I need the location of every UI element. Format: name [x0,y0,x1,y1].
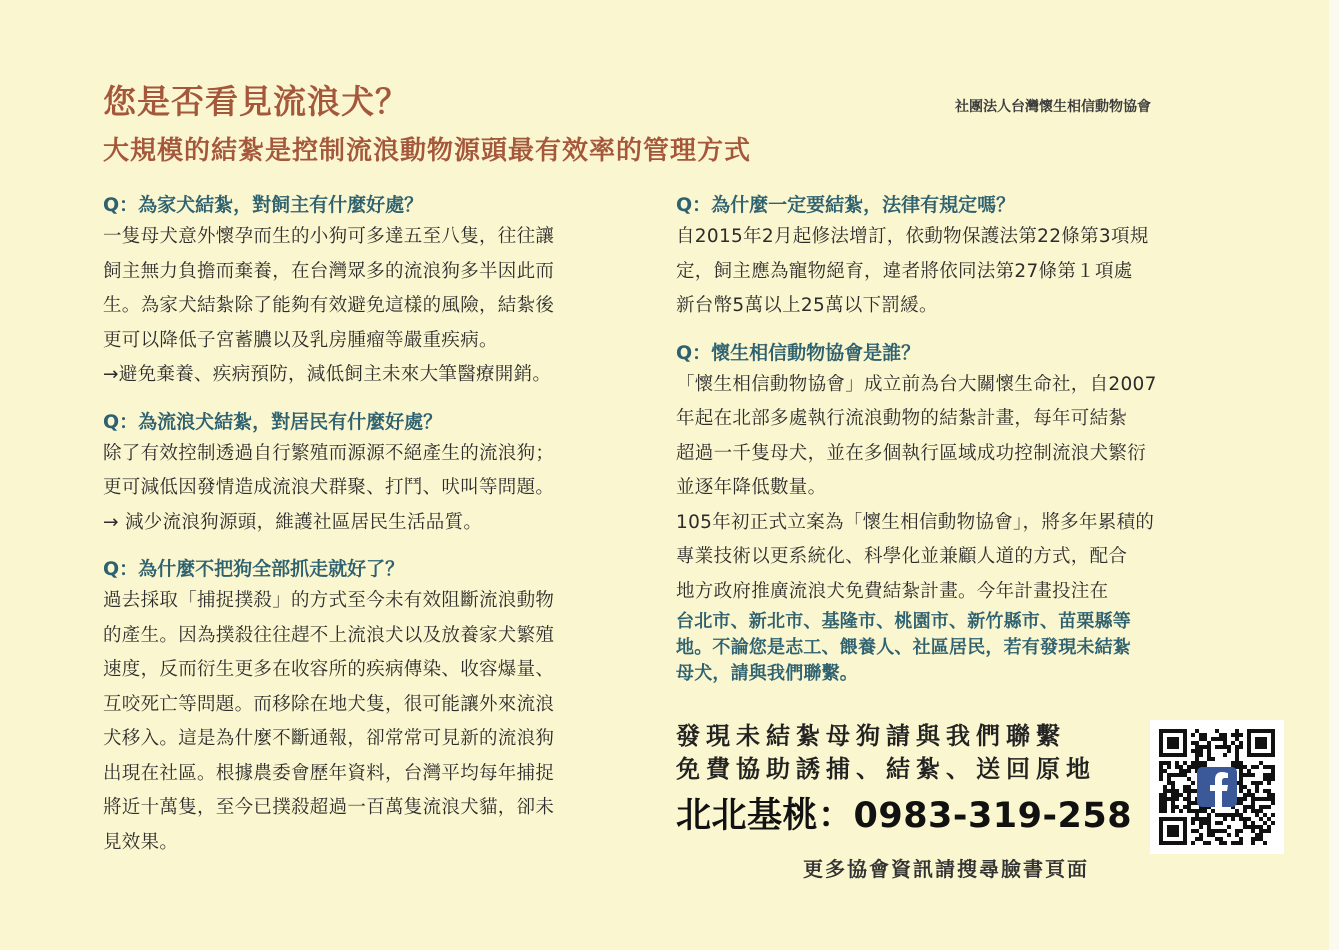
faq-answer-line: 年起在北部多處執行流浪動物的結紮計畫，每年可結紮 [676,408,1128,429]
qr-code-graphic [1150,720,1284,854]
faq-answer-line: 除了有效控制透過自行繁殖而源源不絕產生的流浪狗； [103,442,555,464]
contact-line-2: 免費協助誘捕、結紮、送回原地 [676,755,1096,783]
faq-answer-line: 105年初正式立案為「懷生相信動物協會」，將多年累積的 [676,511,1155,533]
faq-question: Q：為什麼不把狗全部抓走就好了？ [103,558,405,580]
faq-answer-line: 更可以降低子宮蓄膿以及乳房腫瘤等嚴重疾病。 [103,329,498,351]
faq-answer-line: 更可減低因發情造成流浪犬群聚、打鬥、吠叫等問題。 [103,477,555,498]
faq-answer-line: 一隻母犬意外懷孕而生的小狗可多達五至八隻，往往讓 [103,226,555,247]
organization-name: 社團法人台灣懷生相信動物協會 [955,99,1151,115]
highlight-line: 台北市、新北市、基隆市、桃園市、新竹縣市、苗栗縣等 [676,611,1131,632]
faq-answer-line: 出現在社區。根據農委會歷年資料，台灣平均每年捕捉 [103,762,555,784]
page-title: 您是否看見流浪犬？ [103,82,409,121]
faq-section [676,190,1196,324]
faq-answer-line: →避免棄養、疾病預防，減低飼主未來大筆醫療開銷。 [103,364,552,385]
faq-answer-line: 定，飼主應為寵物絕育，違者將依同法第27條第１項處 [676,260,1133,282]
page-edge [1329,0,1339,950]
faq-answer-line: 的產生。因為撲殺往往趕不上流浪犬以及放養家犬繁殖 [103,624,555,646]
faq-answer-line: 飼主無力負擔而棄養，在台灣眾多的流浪狗多半因此而 [103,260,555,282]
faq-answer-line: 見效果。 [103,831,179,853]
faq-question: Q：為什麼一定要結紮，法律有規定嗎？ [676,194,1016,216]
faq-question: Q：為家犬結紮，對飼主有什麼好處？ [103,194,424,216]
faq-section [103,190,623,393]
faq-answer-line: 地方政府推廣流浪犬免費結紮計畫。今年計畫投注在 [676,580,1109,602]
contact-line-1: 發現未結紮母狗請與我們聯繫 [676,722,1066,750]
faq-section [103,407,623,541]
faq-answer-line: 犬移入。這是為什麼不斷通報，卻常常可見新的流浪狗 [103,728,555,749]
more-info-text: 更多協會資訊請搜尋臉書頁面 [803,857,1089,881]
faq-question: Q：為流浪犬結紮，對居民有什麼好處？ [103,410,443,433]
page-subtitle: 大規模的結紮是控制流浪動物源頭最有效率的管理方式 [103,136,752,166]
faq-section [676,338,1196,688]
faq-answer-line: → 減少流浪狗源頭，維護社區居民生活品質。 [103,511,483,533]
qr-code[interactable] [1150,720,1284,854]
faq-answer-line: 並逐年降低數量。 [676,477,827,498]
highlight-line: 地。不論您是志工、餵養人、社區居民，若有發現未結紮 [676,637,1131,658]
faq-answer-line: 「懷生相信動物協會」成立前為台大關懷生命社，自2007 [676,373,1157,395]
highlight-line: 母犬，請與我們聯繫。 [676,663,858,684]
faq-answer-line: 過去採取「捕捉撲殺」的方式至今未有效阻斷流浪動物 [103,590,555,611]
faq-answer-line: 專業技術以更系統化、科學化並兼顧人道的方式，配合 [676,546,1128,567]
phone-number: 北北基桃：0983-319-258 [676,796,1133,836]
faq-answer-line: 生。為家犬結紮除了能夠有效避免這樣的風險，結紮後 [103,295,555,316]
facebook-icon [1197,767,1237,807]
left-column [103,190,623,860]
right-column [676,190,1196,687]
faq-section [103,554,623,860]
faq-answer-line: 新台幣5萬以上25萬以下罰緩。 [676,295,938,316]
faq-answer-line: 超過一千隻母犬，並在多個執行區域成功控制流浪犬繁衍 [676,442,1147,464]
faq-answer-line: 將近十萬隻，至今已撲殺超過一百萬隻流浪犬貓，卻未 [103,797,555,818]
faq-answer-line: 速度，反而衍生更多在收容所的疾病傳染、收容爆量、 [103,659,555,680]
faq-answer-line: 自2015年2月起修法增訂，依動物保護法第22條第3項規 [676,226,1149,247]
faq-question: Q：懷生相信動物協會是誰？ [676,341,921,364]
faq-answer-line: 互咬死亡等問題。而移除在地犬隻，很可能讓外來流浪 [103,693,555,715]
